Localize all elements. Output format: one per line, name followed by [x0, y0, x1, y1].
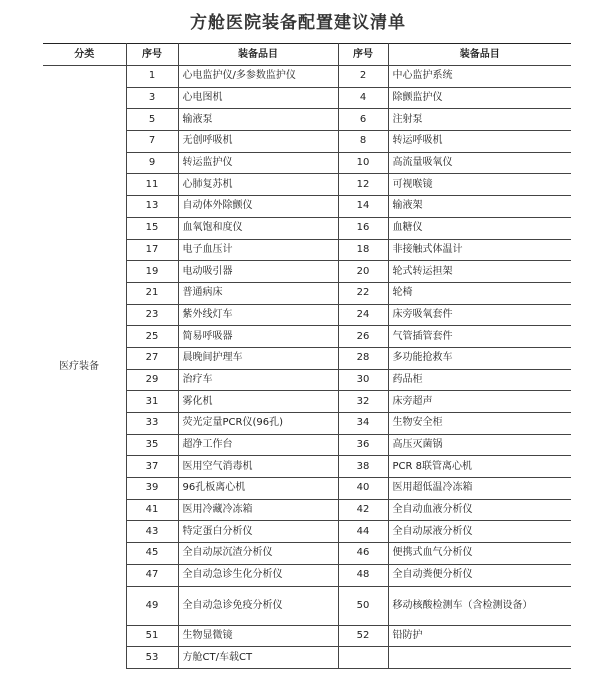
header-number: 序号 [126, 44, 178, 66]
equipment-table [43, 43, 571, 669]
item-number-cell: 50 [338, 586, 388, 625]
item-number-cell: 26 [338, 326, 388, 348]
item-name-cell: 生物显微镜 [178, 625, 338, 647]
table-header-row [43, 44, 571, 66]
page-title: 方舱医院装备配置建议清单 [190, 13, 406, 33]
header-item-2: 装备品目 [388, 44, 571, 66]
item-number-cell: 45 [126, 543, 178, 565]
item-name-cell: 医用冷藏冷冻箱 [178, 499, 338, 521]
item-name-cell: 简易呼吸器 [178, 326, 338, 348]
item-name-cell: 高流量吸氧仪 [388, 152, 571, 174]
item-name-cell: 电动吸引器 [178, 261, 338, 283]
item-number-cell: 4 [338, 87, 388, 109]
item-name-cell: 无创呼吸机 [178, 131, 338, 153]
item-name-cell: 方舱CT/车载CT [178, 647, 338, 669]
item-name-cell: 全自动急诊免疫分析仪 [178, 586, 338, 625]
item-name-cell: 全自动血液分析仪 [388, 499, 571, 521]
item-name-cell: 可视喉镜 [388, 174, 571, 196]
item-name-cell: 输液架 [388, 196, 571, 218]
table-row [43, 66, 571, 88]
item-name-cell: 晨晚间护理车 [178, 347, 338, 369]
item-number-cell: 38 [338, 456, 388, 478]
header-category: 分类 [43, 44, 126, 66]
item-number-cell: 34 [338, 413, 388, 435]
item-name-cell: 自动体外除颤仪 [178, 196, 338, 218]
item-number-cell: 14 [338, 196, 388, 218]
item-name-cell: 心肺复苏机 [178, 174, 338, 196]
item-number-cell: 37 [126, 456, 178, 478]
item-name-cell: 血糖仪 [388, 217, 571, 239]
item-number-cell: 28 [338, 347, 388, 369]
item-name-cell: PCR 8联管离心机 [388, 456, 571, 478]
item-number-cell: 48 [338, 564, 388, 586]
item-number-cell: 2 [338, 66, 388, 88]
item-name-cell: 生物安全柜 [388, 413, 571, 435]
item-name-cell: 床旁吸氧套件 [388, 304, 571, 326]
item-number-cell: 23 [126, 304, 178, 326]
item-number-cell: 36 [338, 434, 388, 456]
item-name-cell: 超净工作台 [178, 434, 338, 456]
item-name-cell: 除颤监护仪 [388, 87, 571, 109]
item-name-cell: 药品柜 [388, 369, 571, 391]
item-number-cell: 22 [338, 282, 388, 304]
item-name-cell: 中心监护系统 [388, 66, 571, 88]
table-body [43, 66, 571, 669]
item-name-cell: 医用超低温冷冻箱 [388, 478, 571, 500]
item-name-cell: 荧光定量PCR仪(96孔) [178, 413, 338, 435]
item-number-cell: 44 [338, 521, 388, 543]
item-number-cell: 3 [126, 87, 178, 109]
item-name-cell: 全自动急诊生化分析仪 [178, 564, 338, 586]
item-number-cell: 20 [338, 261, 388, 283]
item-name-cell: 轮式转运担架 [388, 261, 571, 283]
item-name-cell: 移动核酸检测车（含检测设备） [388, 586, 571, 625]
item-number-cell: 17 [126, 239, 178, 261]
item-number-cell: 19 [126, 261, 178, 283]
item-name-cell: 治疗车 [178, 369, 338, 391]
item-name-cell: 心电监护仪/多参数监护仪 [178, 66, 338, 88]
item-number-cell: 51 [126, 625, 178, 647]
item-name-cell: 轮椅 [388, 282, 571, 304]
item-name-cell: 电子血压计 [178, 239, 338, 261]
item-number-cell: 33 [126, 413, 178, 435]
item-name-cell: 床旁超声 [388, 391, 571, 413]
item-name-cell [388, 647, 571, 669]
item-number-cell: 47 [126, 564, 178, 586]
item-number-cell: 10 [338, 152, 388, 174]
item-number-cell: 29 [126, 369, 178, 391]
item-number-cell: 32 [338, 391, 388, 413]
item-name-cell: 多功能抢救车 [388, 347, 571, 369]
item-name-cell: 全自动粪便分析仪 [388, 564, 571, 586]
item-number-cell: 24 [338, 304, 388, 326]
item-number-cell: 27 [126, 347, 178, 369]
item-name-cell: 特定蛋白分析仪 [178, 521, 338, 543]
item-name-cell: 全自动尿沉渣分析仪 [178, 543, 338, 565]
item-number-cell: 8 [338, 131, 388, 153]
item-number-cell: 30 [338, 369, 388, 391]
item-number-cell: 1 [126, 66, 178, 88]
item-number-cell: 18 [338, 239, 388, 261]
item-name-cell: 输液泵 [178, 109, 338, 131]
header-item: 装备品目 [178, 44, 338, 66]
item-number-cell: 42 [338, 499, 388, 521]
item-name-cell: 血氧饱和度仪 [178, 217, 338, 239]
category-cell: 医疗装备 [43, 66, 126, 669]
item-name-cell: 铅防护 [388, 625, 571, 647]
item-name-cell: 高压灭菌锅 [388, 434, 571, 456]
item-number-cell: 41 [126, 499, 178, 521]
item-name-cell: 紫外线灯车 [178, 304, 338, 326]
item-number-cell: 12 [338, 174, 388, 196]
item-number-cell: 11 [126, 174, 178, 196]
item-number-cell: 46 [338, 543, 388, 565]
item-number-cell: 5 [126, 109, 178, 131]
item-number-cell: 35 [126, 434, 178, 456]
item-name-cell: 转运呼吸机 [388, 131, 571, 153]
item-number-cell: 31 [126, 391, 178, 413]
item-name-cell: 医用空气消毒机 [178, 456, 338, 478]
item-number-cell: 6 [338, 109, 388, 131]
item-name-cell: 心电图机 [178, 87, 338, 109]
item-name-cell: 便携式血气分析仪 [388, 543, 571, 565]
item-number-cell: 49 [126, 586, 178, 625]
header-number-2: 序号 [338, 44, 388, 66]
item-name-cell: 非接触式体温计 [388, 239, 571, 261]
item-number-cell: 52 [338, 625, 388, 647]
item-name-cell: 雾化机 [178, 391, 338, 413]
item-name-cell: 96孔板离心机 [178, 478, 338, 500]
item-number-cell: 21 [126, 282, 178, 304]
item-name-cell: 气管插管套件 [388, 326, 571, 348]
item-number-cell: 43 [126, 521, 178, 543]
item-name-cell: 转运监护仪 [178, 152, 338, 174]
item-number-cell: 13 [126, 196, 178, 218]
item-name-cell: 普通病床 [178, 282, 338, 304]
item-number-cell: 39 [126, 478, 178, 500]
item-number-cell: 25 [126, 326, 178, 348]
item-number-cell: 15 [126, 217, 178, 239]
item-number-cell [338, 647, 388, 669]
item-name-cell: 全自动尿液分析仪 [388, 521, 571, 543]
item-number-cell: 16 [338, 217, 388, 239]
item-name-cell: 注射泵 [388, 109, 571, 131]
item-number-cell: 53 [126, 647, 178, 669]
item-number-cell: 9 [126, 152, 178, 174]
item-number-cell: 7 [126, 131, 178, 153]
item-number-cell: 40 [338, 478, 388, 500]
